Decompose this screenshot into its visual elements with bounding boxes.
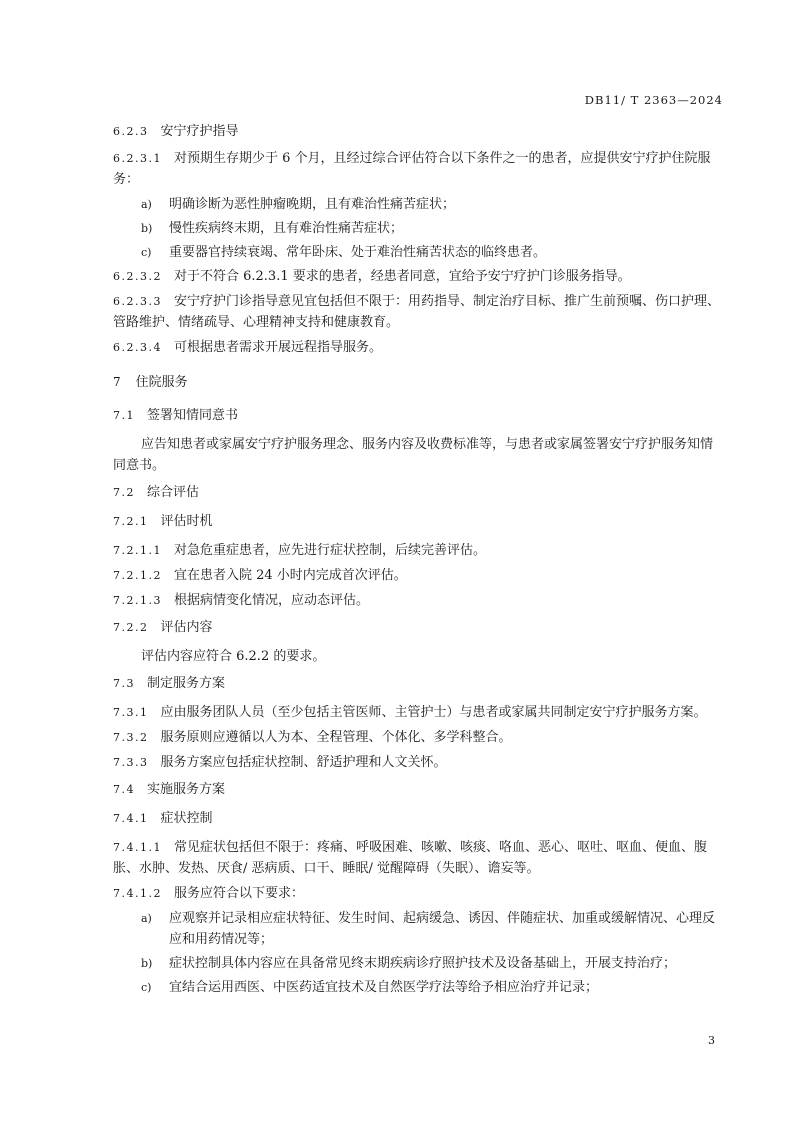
clause-text: 根据病情变化情况，应动态评估。 [173,593,369,608]
list-item [113,953,723,974]
clause-7-3-3 [113,752,723,773]
paragraph-7-2-2: 评估内容应符合 6.2.2 的要求。 [141,649,326,664]
clause-7-4-1-2 [113,883,723,904]
clause-text: 对于不符合 6.2.3.1 要求的患者，经患者同意，宜给予安宁疗护门诊服务指导。 [173,269,631,284]
clause-6-2-3-1 [113,148,723,190]
clause-number: 6.2.3.1 [113,152,162,165]
clause-7-2-1-1 [113,540,723,561]
section-number: 6.2.3 [113,125,149,138]
clause-text: 对预期生存期少于 6 个月，且经过综合评估符合以下条件之一的患者，应提供安宁疗护住院服务： [113,151,711,187]
clause-number: 7.3.3 [113,756,149,769]
heading-7-4-1 [113,808,723,829]
section-number: 7.4 [113,783,135,796]
list-text: 宜结合运用西医、中医药适宜技术及自然医学疗法等给予相应治疗并记录； [169,980,599,995]
clause-number: 6.2.3.3 [113,295,162,308]
clause-text: 服务原则应遵循以人为本、全程管理、个体化、多学科整合。 [160,730,512,745]
chapter-number: 7 [113,375,122,389]
section-title: 实施服务方案 [147,782,226,797]
section-number: 7.2.1 [113,515,149,528]
clause-text: 宜在患者入院 24 小时内完成首次评估。 [173,568,407,583]
document-code: DB11/ T 2363—2024 [584,93,723,107]
clause-7-2-1-2 [113,565,723,586]
clause-7-3-2 [113,727,723,748]
list-label: b) [141,222,153,235]
clause-number: 6.2.3.4 [113,341,162,354]
heading-6-2-3 [113,121,723,142]
clause-number: 7.4.1.1 [113,841,162,854]
clause-number: 7.2.1.3 [113,594,162,607]
clause-number: 7.4.1.2 [113,887,162,900]
section-number: 7.2.2 [113,621,149,634]
clause-text: 安宁疗护门诊指导意见宜包括但不限于：用药指导、制定治疗目标、推广生前预嘱、伤口护理、管路维护、情绪疏导、心理精神支持和健康教育。 [113,294,720,330]
clause-text: 常见症状包括但不限于：疼痛、呼吸困难、咳嗽、咳痰、咯血、恶心、呕吐、呕血、便血、腹胀、水肿、发热、厌食/ 恶病质、口干、睡眠/ 觉醒障碍（失眠）、谵妄等。 [113,840,707,876]
list-label: b) [141,957,153,970]
page-number: 3 [708,1034,715,1047]
section-title: 症状控制 [160,811,213,826]
clause-text: 对急危重症患者，应先进行症状控制，后续完善评估。 [173,543,486,558]
section-title: 签署知情同意书 [147,408,239,423]
paragraph-7-1: 应告知患者或家属安宁疗护服务理念、服务内容及收费标准等，与患者或家属签署安宁疗护服务知情同意书。 [113,437,714,473]
clause-7-4-1-1 [113,837,723,879]
list-text: 应观察并记录相应症状特征、发生时间、起病缓急、诱因、伴随症状、加重或缓解情况、心理反应和用药情况等； [169,911,716,947]
list-text: 慢性疾病终末期，且有难治性痛苦症状； [169,221,404,236]
clause-7-2-1-3 [113,590,723,611]
clause-6-2-3-4 [113,337,723,358]
chapter-title: 住院服务 [135,375,188,390]
clause-number: 6.2.3.2 [113,270,162,283]
list-label: c) [141,246,152,259]
list-label: c) [141,981,152,994]
section-number: 7.3 [113,677,135,690]
heading-7-2-2 [113,617,723,638]
clause-number: 7.2.1.1 [113,544,162,557]
clause-6-2-3-2 [113,266,723,287]
list-label: a) [141,912,152,925]
section-number: 7.4.1 [113,812,149,825]
section-title: 制定服务方案 [147,676,226,691]
list-text: 重要器官持续衰竭、常年卧床、处于难治性痛苦状态的临终患者。 [169,245,547,260]
section-title: 评估内容 [160,620,213,635]
clause-number: 7.3.1 [113,706,149,719]
list-item [113,218,723,239]
clause-number: 7.2.1.2 [113,569,162,582]
list-item [113,194,723,215]
clause-text: 服务方案应包括症状控制、舒适护理和人文关怀。 [160,755,447,770]
clause-7-3-1 [113,702,723,723]
list-text: 明确诊断为恶性肿瘤晚期，且有难治性痛苦症状； [169,197,456,212]
clause-number: 7.3.2 [113,731,149,744]
heading-7-2-1 [113,511,723,532]
list-item [113,977,723,998]
heading-7-2 [113,482,723,503]
clause-6-2-3-3 [113,291,723,333]
list-label: a) [141,198,152,211]
section-title: 评估时机 [160,514,213,529]
heading-7-1 [113,405,723,426]
section-number: 7.1 [113,409,135,422]
clause-text: 可根据患者需求开展远程指导服务。 [173,340,382,355]
section-title: 安宁疗护指导 [160,124,239,139]
list-text: 症状控制具体内容应在具备常见终末期疾病诊疗照护技术及设备基础上，开展支持治疗； [169,956,677,971]
heading-7-3 [113,673,723,694]
clause-text: 服务应符合以下要求： [173,886,304,901]
clause-text: 应由服务团队人员（至少包括主管医师、主管护士）与患者或家属共同制定安宁疗护服务方案。 [160,705,707,720]
list-item [113,242,723,263]
page-content [113,117,723,1001]
section-number: 7.2 [113,486,135,499]
heading-7-4 [113,779,723,800]
chapter-heading-7 [113,372,723,393]
list-item [113,908,723,950]
section-title: 综合评估 [147,485,200,500]
